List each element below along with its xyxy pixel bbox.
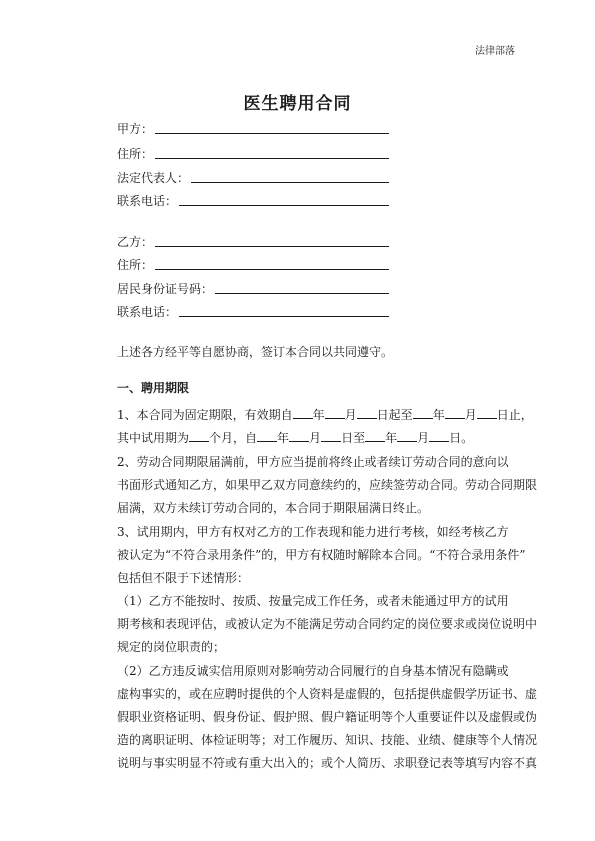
paragraph-line: 其中试用期为 个月，自 年 月 日至 年 月 日。 (117, 431, 474, 445)
fill-line (179, 205, 389, 206)
fill-line (191, 182, 389, 183)
header-brand: 法律部落 (475, 46, 515, 57)
paragraph-line: 2、劳动合同期限届满前，甲方应当提前将终止或者续订劳动合同的意向以 (117, 455, 509, 469)
paragraph-line: 造的离职证明、体检证明等；对工作履历、知识、技能、业绩、健康等个人情况 (117, 733, 538, 747)
fill-line (179, 316, 389, 317)
party-a-phone-field (117, 192, 389, 208)
field-label: 住所： (117, 147, 154, 161)
paragraph-line: 包括但不限于下述情形： (117, 571, 250, 585)
preamble-text: 上述各方经平等自愿协商，签订本合同以共同遵守。 (117, 345, 394, 359)
paragraph-line: 书面形式通知乙方，如果甲乙双方同意续约的，应续签劳动合同。劳动合同期限 (117, 478, 538, 492)
field-label: 甲方： (117, 122, 154, 136)
paragraph-line: 规定的岗位职责的； (117, 640, 226, 654)
field-label: 法定代表人： (117, 171, 190, 185)
paragraph-line: 届满，双方未续订劳动合同的，本合同于期限届满日终止。 (117, 501, 430, 515)
fill-line (155, 158, 389, 159)
field-label: 住所： (117, 258, 154, 272)
party-b-address-field (117, 256, 389, 272)
field-label: 居民身份证号码： (117, 282, 214, 296)
field-label: 乙方： (117, 235, 154, 249)
party-a-address-field (117, 145, 389, 161)
paragraph-line: 3、试用期内，甲方有权对乙方的工作表现和能力进行考核，如经考核乙方 (117, 525, 509, 539)
party-a-name-field (117, 120, 389, 136)
paragraph-line: 1、本合同为固定期限，有效期自 年 月 日起至 年 月 日止， (117, 408, 533, 422)
field-label: 联系电话： (117, 194, 178, 208)
paragraph-line: （1）乙方不能按时、按质、按量完成工作任务，或者未能通过甲方的试用 (117, 594, 509, 608)
party-a-legal-rep-field (117, 169, 389, 185)
paragraph-line: 假职业资格证明、假身份证、假护照、假户籍证明等个人重要证件以及虚假或伪 (117, 710, 538, 724)
document-title: 医生聘用合同 (243, 94, 352, 114)
section-heading: 一、聘用期限 (117, 381, 190, 395)
paragraph-line: 虚构事实的，或在应聘时提供的个人资料是虚假的，包括提供虚假学历证书、虚 (117, 687, 538, 701)
party-b-id-field (117, 280, 389, 296)
paragraph-line: （2）乙方违反诚实信用原则对影响劳动合同履行的自身基本情况有隐瞒或 (117, 664, 509, 678)
fill-line (155, 246, 389, 247)
paragraph-line: 说明与事实明显不符或有重大出入的；或个人简历、求职登记表等填写内容不真 (117, 756, 538, 770)
party-b-phone-field (117, 303, 389, 319)
paragraph-line: 期考核和表现评估，或被认定为不能满足劳动合同约定的岗位要求或岗位说明中 (117, 617, 538, 631)
party-b-name-field (117, 233, 389, 249)
fill-line (155, 133, 389, 134)
field-label: 联系电话： (117, 305, 178, 319)
paragraph-line: 被认定为“不符合录用条件”的，甲方有权随时解除本合同。“不符合录用条件” (117, 548, 526, 562)
fill-line (155, 269, 389, 270)
fill-line (215, 293, 389, 294)
